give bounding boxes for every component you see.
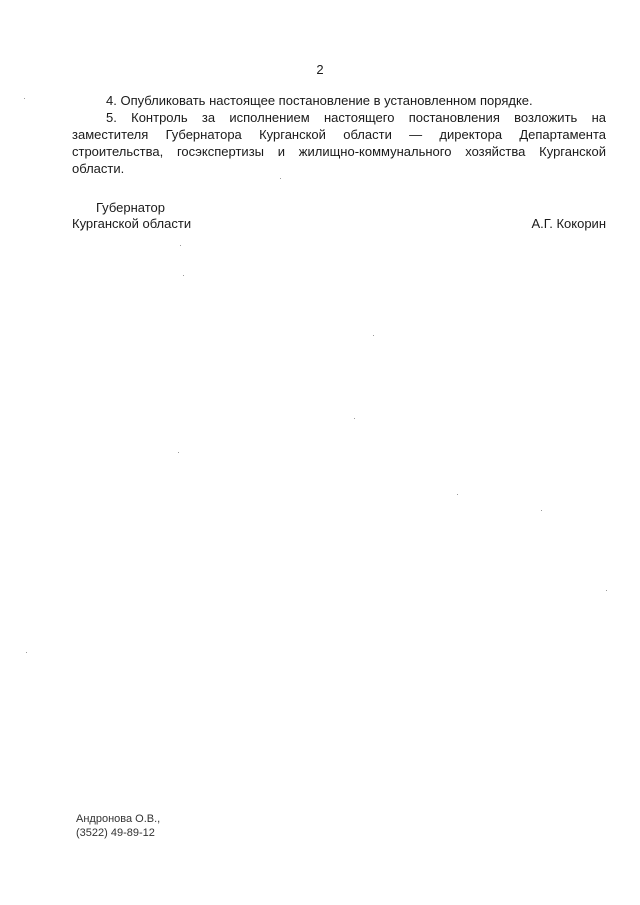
scan-speck bbox=[183, 275, 184, 276]
executor-name: Андронова О.В., bbox=[76, 813, 161, 825]
scan-speck bbox=[26, 652, 27, 653]
signature-title-line1: Губернатор bbox=[96, 200, 165, 215]
scan-speck bbox=[354, 418, 355, 419]
paragraph-publish: 4. Опубликовать настоящее постановление в установленном порядке. bbox=[106, 93, 533, 108]
scan-speck bbox=[180, 245, 181, 246]
scan-speck bbox=[606, 590, 607, 591]
scan-speck bbox=[24, 98, 25, 99]
signature-title-line2: Курганской области bbox=[72, 216, 192, 231]
paragraph-control: 5. Контроль за исполнением настоящего постановления возложить на заместителя Губернатора Курганской области — директора Департамента строительства, госэкспертизы и жилищно-коммунального хозяйства Курганской области. bbox=[72, 110, 606, 176]
signatory-name: А.Г. Кокорин bbox=[531, 216, 606, 231]
scan-speck bbox=[178, 452, 179, 453]
page-number: 2 bbox=[316, 62, 324, 77]
scan-speck bbox=[541, 510, 542, 511]
scan-speck bbox=[280, 178, 281, 179]
executor-footer bbox=[76, 812, 160, 840]
signature-row bbox=[72, 216, 606, 232]
executor-phone: (3522) 49-89-12 bbox=[76, 827, 155, 839]
signature-block bbox=[72, 200, 606, 232]
scan-speck bbox=[373, 335, 374, 336]
document-body bbox=[72, 92, 606, 177]
scan-speck bbox=[457, 494, 458, 495]
